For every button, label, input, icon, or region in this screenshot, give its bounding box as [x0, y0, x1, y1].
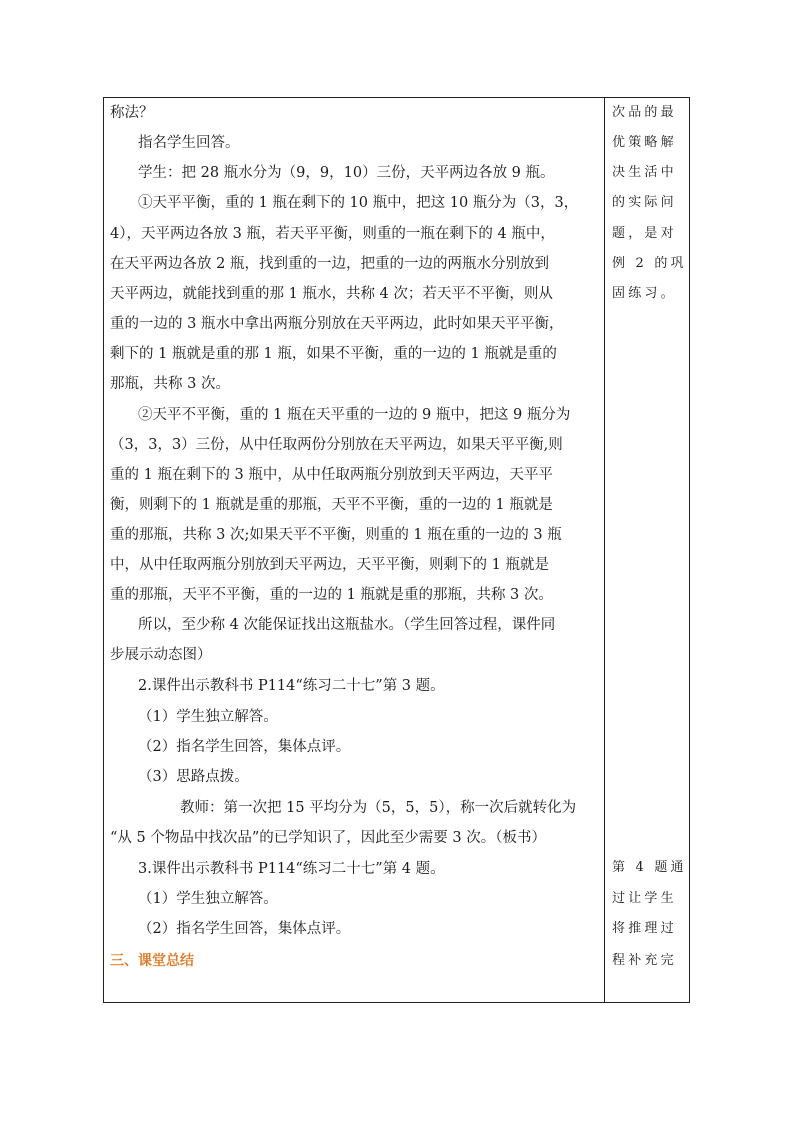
text-line: （1）学生独立解答。	[138, 891, 278, 907]
text-line: 中，从中任取两瓶分别放到天平两边，天平平衡，则剩下的 1 瓶就是	[110, 557, 549, 573]
text-line: 指名学生回答。	[138, 135, 240, 151]
note-line: 过让学生	[612, 891, 677, 906]
note-line: 题，是对	[612, 226, 677, 241]
note-line: 例 2 的巩	[612, 256, 687, 271]
text-line: ②天平不平衡，重的 1 瓶在天平重的一边的 9 瓶中，把这 9 瓶分为	[138, 407, 571, 423]
text-line: 那瓶，共称 3 次。	[110, 376, 230, 392]
text-line: 衡，则剩下的 1 瓶就是重的那瓶，天平不平衡，重的一边的 1 瓶就是	[110, 497, 553, 513]
text-line: （1）学生独立解答。	[138, 709, 278, 725]
text-line: 3.课件出示教科书 P114“练习二十七”第 4 题。	[138, 861, 445, 877]
text-line: 重的 1 瓶在剩下的 3 瓶中，从中任取两瓶分别放到天平两边，天平平	[110, 467, 553, 483]
text-line: ①天平平衡，重的 1 瓶在剩下的 10 瓶中，把这 10 瓶分为（3，3，	[138, 195, 579, 211]
text-line: （2）指名学生回答，集体点评。	[138, 739, 351, 755]
text-line: 称法？	[110, 105, 154, 121]
note-line: 次品的最	[612, 105, 677, 120]
text-line: 步展示动态图）	[110, 647, 212, 663]
note-line: 决生活中	[612, 165, 677, 180]
note-line: 固练习。	[612, 286, 677, 301]
text-line: （2）指名学生回答，集体点评。	[138, 921, 351, 937]
text-line: 学生：把 28 瓶水分为（9，9，10）三份，天平两边各放 9 瓶。	[138, 165, 555, 181]
column-divider	[604, 98, 605, 1002]
text-line: 2.课件出示教科书 P114“练习二十七”第 3 题。	[138, 678, 445, 694]
note-line: 优策略解	[612, 135, 677, 150]
note-line: 将推理过	[612, 921, 677, 936]
text-line: （3）思路点拨。	[138, 769, 249, 785]
lesson-table	[103, 97, 690, 1003]
text-line: 教师：第一次把 15 平均分为（5，5，5），称一次后就转化为	[180, 800, 577, 816]
text-line: 重的那瓶，天平不平衡，重的一边的 1 瓶就是重的那瓶，共称 3 次。	[110, 587, 553, 603]
text-line: 重的那瓶，共称 3 次;如果天平不平衡，则重的 1 瓶在重的一边的 3 瓶	[110, 527, 562, 543]
note-line: 程补充完	[612, 953, 677, 968]
text-line: （3，3，3）三份，从中任取两份分别放在天平两边，如果天平平衡,则	[110, 437, 563, 453]
text-line: 4），天平两边各放 3 瓶，若天平平衡，则重的一瓶在剩下的 4 瓶中，	[110, 226, 555, 242]
text-line: “从 5 个物品中找次品”的已学知识了，因此至少需要 3 次。（板书）	[110, 830, 546, 846]
text-line: 重的一边的 3 瓶水中拿出两瓶分别放在天平两边，此时如果天平平衡，	[110, 316, 564, 332]
note-line: 的实际问	[612, 195, 677, 210]
text-line: 在天平两边各放 2 瓶，找到重的一边，把重的一边的两瓶水分别放到	[110, 256, 549, 272]
section-heading: 三、课堂总结	[110, 953, 194, 969]
text-line: 所以，至少称 4 次能保证找出这瓶盐水。（学生回答过程，课件同	[138, 617, 556, 633]
text-line: 天平两边，就能找到重的那 1 瓶水，共称 4 次；若天平不平衡，则从	[110, 286, 553, 302]
note-line: 第 4 题通	[612, 860, 687, 875]
text-line: 剩下的 1 瓶就是重的那 1 瓶，如果不平衡，重的一边的 1 瓶就是重的	[110, 346, 557, 362]
